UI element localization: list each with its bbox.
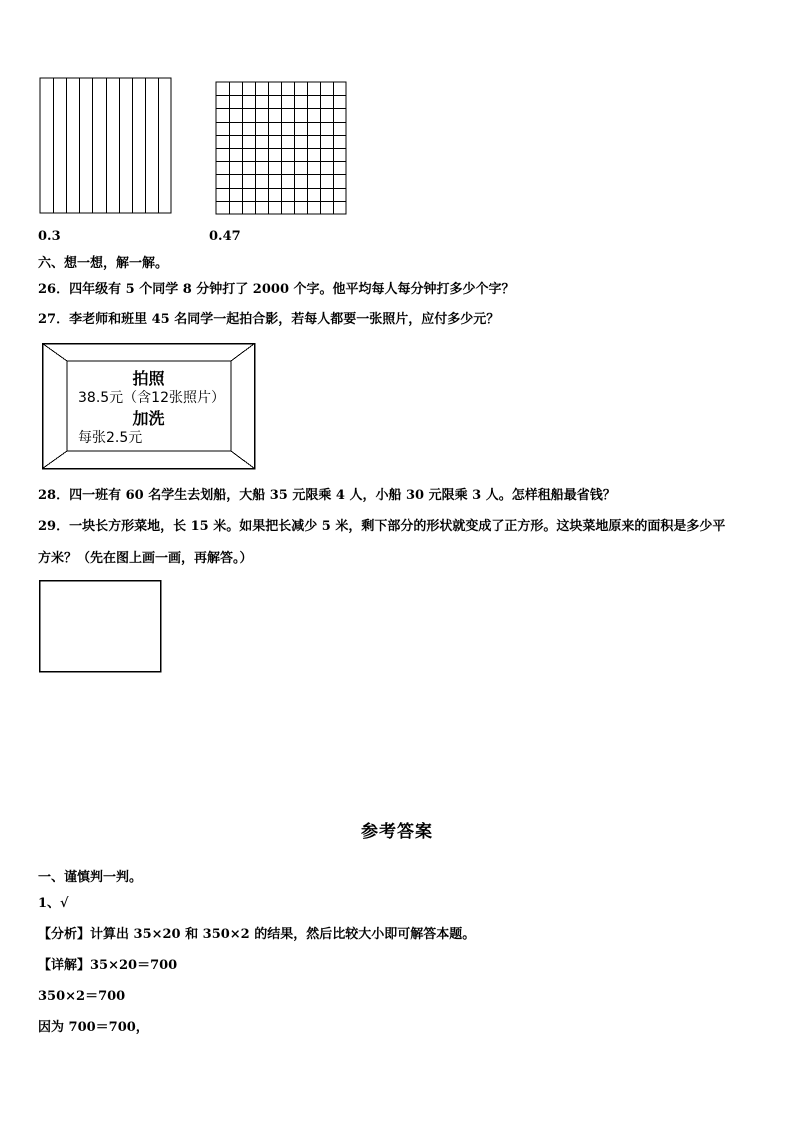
answer-step-2: 350×2＝700 — [38, 989, 126, 1004]
answer-detail: 【详解】35×20＝700 — [38, 958, 178, 973]
section-six-heading: 六、想一想，解一解。 — [38, 256, 169, 271]
sign-reprint-price: 每张2.5元 — [78, 430, 143, 446]
answers-title: 参考答案 — [361, 822, 433, 842]
decimal-strip-figure — [38, 77, 174, 217]
question-28: 28．四一班有 60 名学生去划船，大船 35 元限乘 4 人，小船 30 元限乘 3 人。怎样租船最省钱？ — [38, 488, 616, 503]
photo-price-sign — [41, 342, 256, 470]
answer-item-1: 1、√ — [38, 896, 69, 911]
sign-reprint-title: 加洗 — [132, 409, 165, 428]
question-29-line1: 29．一块长方形菜地，长 15 米。如果把长减少 5 米，剩下部分的形状就变成了正方形。这块菜地原来的面积是多少平 — [38, 519, 726, 534]
answer-analysis: 【分析】计算出 35×20 和 350×2 的结果，然后比较大小即可解答本题。 — [38, 927, 476, 942]
grid-figure-label: 0.47 — [209, 229, 241, 244]
question-26: 26．四年级有 5 个同学 8 分钟打了 2000 个字。他平均每人每分钟打多少个字？ — [38, 282, 515, 297]
answer-step-3: 因为 700＝700， — [38, 1020, 149, 1035]
sign-photo-title: 拍照 — [132, 369, 165, 388]
question-29-line2: 方米？（先在图上画一画，再解答。） — [38, 551, 253, 566]
square-drawing-area — [38, 579, 163, 674]
sign-photo-price: 38.5元（含12张照片） — [78, 390, 225, 406]
strip-figure-label: 0.3 — [38, 229, 61, 244]
answers-section-one: 一、谨慎判一判。 — [38, 870, 143, 885]
question-27: 27．李老师和班里 45 名同学一起拍合影，若每人都要一张照片，应付多少元？ — [38, 312, 500, 327]
hundred-grid-figure — [213, 79, 349, 217]
